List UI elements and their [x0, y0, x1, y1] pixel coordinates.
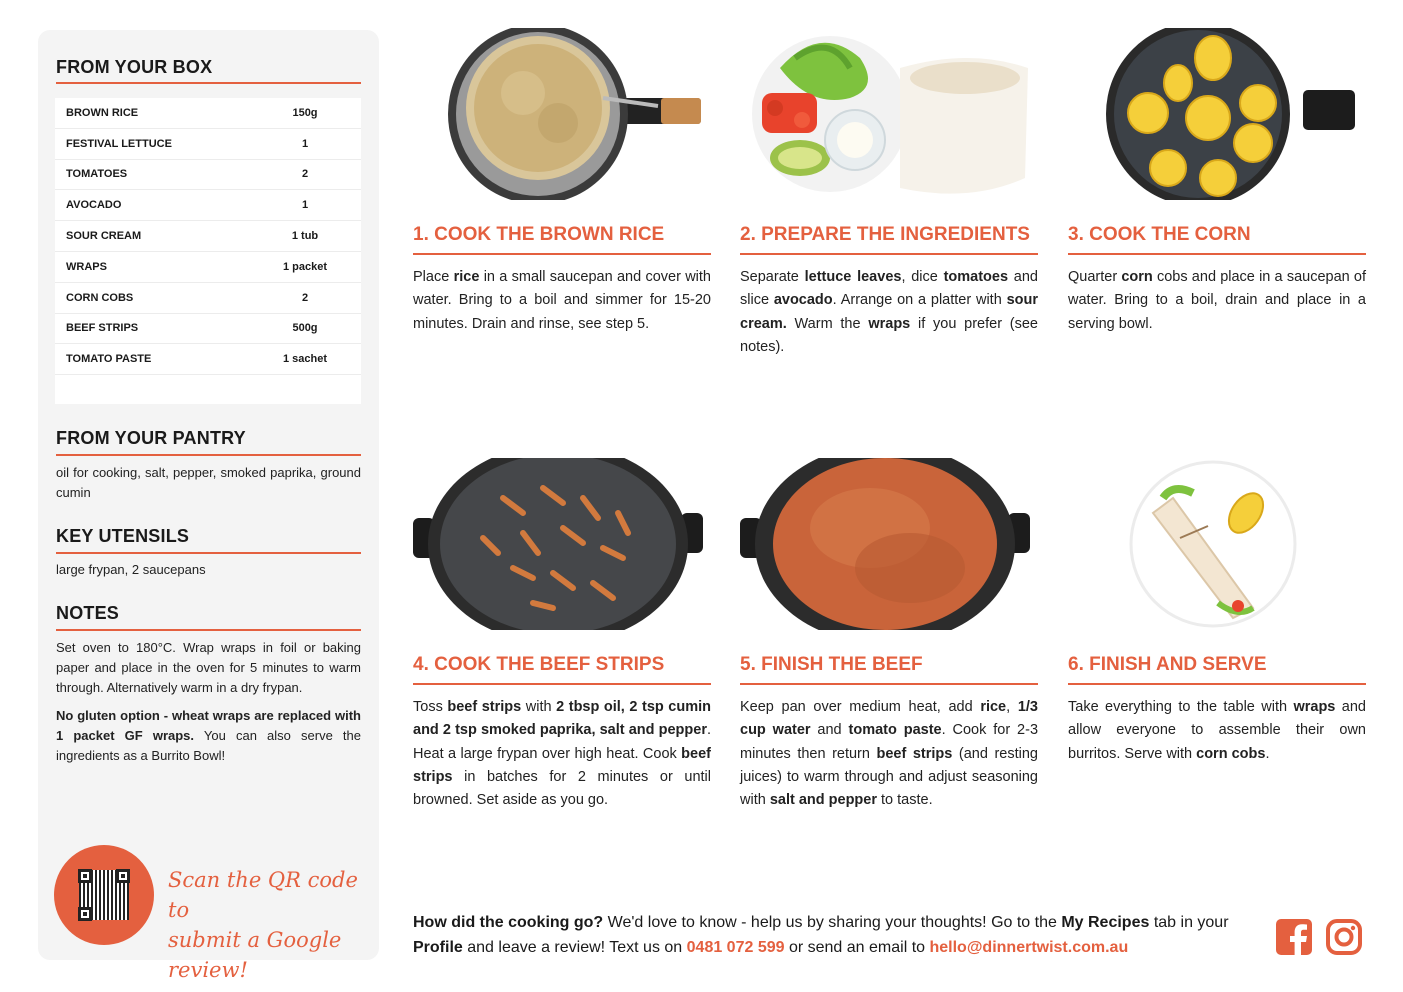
step-3-rule [1068, 253, 1366, 255]
t: Keep pan over medium heat, add [740, 699, 981, 715]
feedback-footer [413, 910, 1263, 960]
ingredient-qty: 1 tub [291, 230, 319, 243]
step-6-rule [1068, 683, 1366, 685]
b: 2 tbsp oil, 2 tsp cumin and 2 tsp smoked paprika, salt and pepper [413, 699, 712, 739]
box-ingredients-table [55, 98, 361, 404]
ingredient-name: WRAPS [66, 260, 107, 273]
step-1-text [413, 266, 711, 336]
profile-link[interactable]: Profile [413, 939, 463, 956]
rice-in-strainer-photo [413, 28, 703, 200]
utensils-text: large frypan, 2 saucepans [56, 562, 206, 577]
t: with [521, 699, 557, 715]
step-3-text [1068, 266, 1366, 336]
step-4-title: 4. COOK THE BEEF STRIPS [413, 654, 665, 675]
step-6-title: 6. FINISH AND SERVE [1068, 654, 1267, 675]
qr-caption-line2: submit a Google review! [168, 928, 342, 982]
corn-in-saucepan-photo [1068, 28, 1358, 200]
ingredient-row [55, 160, 361, 191]
step-3-title: 3. COOK THE CORN [1068, 224, 1251, 245]
t: and leave a review! Text us on [462, 939, 687, 956]
ingredient-qty: 1 packet [282, 260, 328, 273]
notes-gluten-bold: No gluten option - wheat wraps are replaced with 1 packet GF wraps. [56, 708, 361, 743]
step-1-rule [413, 253, 711, 255]
t: Place [413, 269, 454, 285]
email-link[interactable]: hello@dinnertwist.com.au [929, 939, 1129, 956]
t: Separate [740, 269, 805, 285]
ingredient-name: BEEF STRIPS [66, 322, 139, 335]
ingredient-row [55, 314, 361, 345]
t: in batches for 2 minutes or until browned. Set aside as you go. [413, 768, 711, 809]
step-5-title: 5. FINISH THE BEEF [740, 654, 923, 675]
t: and allow everyone to assemble their own burritos. Serve with [1068, 699, 1366, 762]
ingredient-qty: 500g [292, 322, 318, 335]
b: beef strips [876, 745, 953, 762]
utensils-heading: KEY UTENSILS [56, 526, 190, 546]
ingredient-row [55, 344, 361, 375]
ingredient-name: TOMATOES [66, 168, 128, 181]
step-4-rule [413, 683, 711, 685]
step-2-title: 2. PREPARE THE INGREDIENTS [740, 224, 1030, 245]
t: Warm the [786, 315, 869, 332]
qr-caption-line1: Scan the QR code to [168, 868, 358, 922]
pantry-heading-rule [56, 454, 361, 456]
t: . Heat a large frypan over high heat. Cook [413, 722, 711, 762]
b: tomatoes [943, 269, 1009, 285]
ingredient-name: FESTIVAL LETTUCE [66, 137, 172, 150]
t: tab in your [1149, 914, 1229, 931]
instagram-icon[interactable] [1325, 918, 1363, 956]
phone-link[interactable]: 0481 072 599 [686, 939, 785, 956]
ingredient-row [55, 252, 361, 283]
t: in a small saucepan and cover with water. Bring to a boil and simmer for 15-20 minutes. Drain and rinse, see step 5. [413, 269, 711, 332]
b: 1/3 cup water [740, 699, 1038, 739]
step-2-rule [740, 253, 1038, 255]
ingredient-row [55, 98, 361, 129]
ingredient-row [55, 190, 361, 221]
salad-platter-photo [740, 28, 1030, 200]
b: beef strips [413, 745, 711, 785]
b: beef strips [447, 699, 522, 715]
ingredient-name: AVOCADO [66, 199, 122, 212]
t: We'd love to know - help us by sharing your thoughts! Go to the [603, 914, 1062, 931]
ingredient-qty: 1 [301, 199, 309, 212]
ingredient-name: SOUR CREAM [66, 230, 142, 243]
b: sour cream. [740, 292, 1038, 332]
ingredient-row [55, 129, 361, 160]
step-2-text [740, 266, 1038, 359]
notes-heading-rule [56, 629, 361, 631]
step-1-title: 1. COOK THE BROWN RICE [413, 224, 665, 245]
t: . [1265, 745, 1270, 762]
ingredient-name: BROWN RICE [66, 106, 139, 119]
b: corn cobs [1196, 745, 1266, 762]
pantry-heading: FROM YOUR PANTRY [56, 428, 246, 448]
t: Toss [413, 699, 448, 715]
t: (and resting juices) to warm through and adjust seasoning with [740, 745, 1038, 809]
notes-gluten-text [56, 706, 361, 766]
t: . Arrange on a platter with [832, 292, 1007, 309]
b: rice [980, 699, 1007, 715]
b: corn [1121, 269, 1153, 285]
b: lettuce leaves [804, 269, 902, 285]
t: , [1006, 699, 1018, 715]
feedback-question: How did the cooking go? [413, 914, 604, 931]
ingredient-row [55, 221, 361, 252]
b: tomato paste [848, 722, 942, 739]
burrito-on-plate-photo [1068, 458, 1358, 630]
box-heading: FROM YOUR BOX [56, 57, 213, 77]
t: cobs and place in a saucepan of water. Bring to a boil, drain and place in a serving bowl. [1068, 269, 1366, 332]
ingredient-qty: 2 [301, 291, 309, 304]
step-5-rule [740, 683, 1038, 685]
pantry-text: oil for cooking, salt, pepper, smoked paprika, ground cumin [56, 465, 361, 500]
ingredient-qty: 1 sachet [282, 353, 328, 366]
b: wraps [868, 315, 911, 332]
step-6-text [1068, 696, 1366, 766]
qr-caption [168, 865, 379, 985]
ingredient-qty: 2 [301, 168, 309, 181]
ingredient-row [55, 283, 361, 314]
utensils-heading-rule [56, 552, 361, 554]
step-5-text [740, 696, 1038, 812]
b: avocado [773, 292, 833, 309]
t: and slice [740, 269, 1038, 309]
beef-rice-mixture-photo [740, 458, 1030, 630]
beef-strips-in-frypan-photo [413, 458, 703, 630]
t: and [810, 722, 849, 739]
b: salt and pepper [769, 792, 877, 809]
t: or send an email to [784, 939, 930, 956]
notes-heading: NOTES [56, 603, 120, 623]
ingredient-qty: 150g [292, 106, 318, 119]
qr-code-icon[interactable] [75, 866, 133, 924]
ingredients-sidebar [38, 30, 379, 982]
notes-text: Set oven to 180°C. Wrap wraps in foil or baking paper and place in the oven for 5 minutes to warm through. Alternatively warm in a dry frypan. [56, 640, 361, 695]
t: to taste. [877, 792, 933, 809]
facebook-icon[interactable] [1275, 918, 1313, 956]
notes-gluten-after: You can also serve the ingredients as a Burrito Bowl! [56, 728, 361, 763]
ingredient-name: CORN COBS [66, 291, 134, 304]
step-4-text [413, 696, 711, 812]
ingredient-name: TOMATO PASTE [66, 353, 152, 366]
t: Quarter [1068, 269, 1122, 285]
t: . Cook for 2-3 minutes then return [740, 722, 1039, 762]
ingredient-qty: 1 [301, 137, 309, 150]
b: wraps [1293, 699, 1336, 715]
t: Take everything to the table with [1068, 699, 1294, 715]
t: if you prefer (see notes). [740, 315, 1038, 355]
box-heading-rule [56, 82, 361, 84]
b: rice [453, 269, 480, 285]
t: , dice [901, 269, 944, 285]
qr-badge[interactable] [54, 845, 154, 945]
my-recipes-link[interactable]: My Recipes [1061, 914, 1150, 931]
